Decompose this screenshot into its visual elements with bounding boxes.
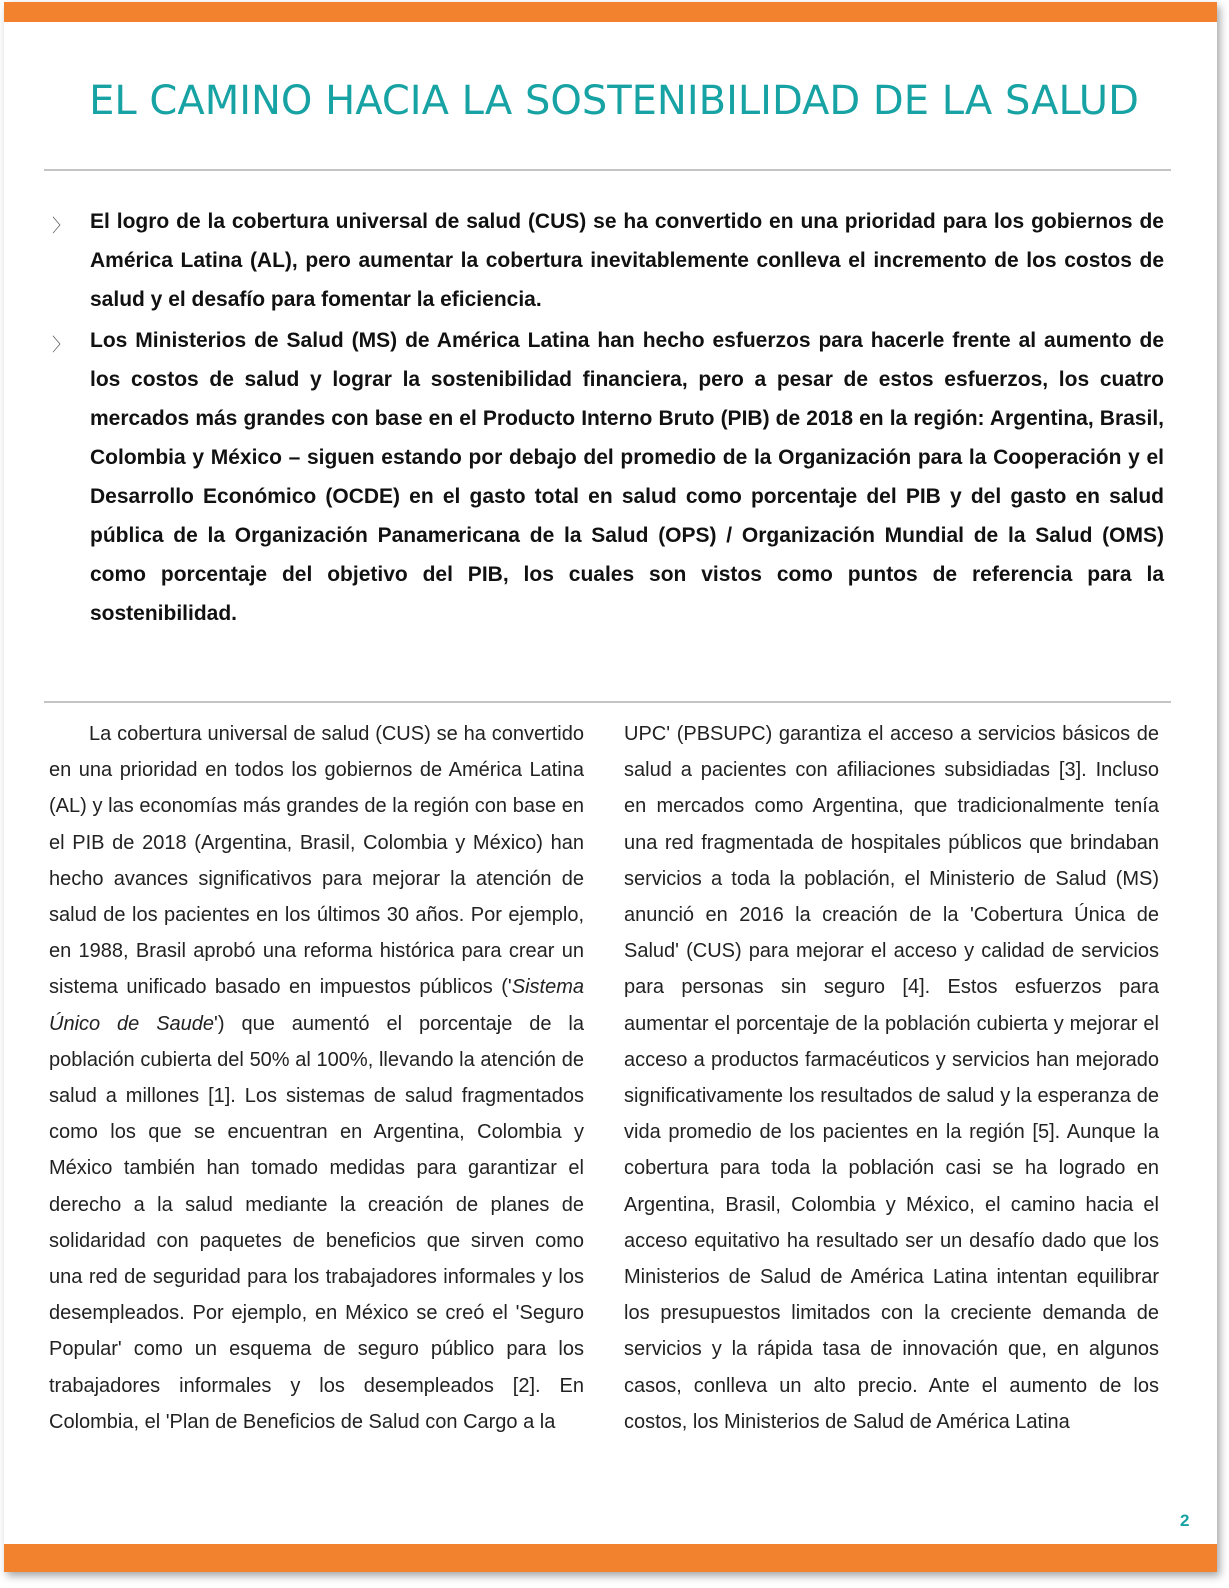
key-point (44, 321, 1164, 633)
key-point-text: El logro de la cobertura universal de salud (CUS) se ha convertido en una prioridad para los gobiernos de América Latina (AL), pero aumentar la cobertura inevitablemente conlleva el incremento de los costos de salud y el desafío para fomentar la eficiencia. (90, 210, 1164, 311)
page-title: EL CAMINO HACIA LA SOSTENIBILIDAD DE LA SALUD (89, 78, 1139, 124)
chevron-right-icon: 〉 (52, 216, 70, 236)
key-point (44, 202, 1164, 319)
top-accent-bar (4, 2, 1217, 22)
body-text: La cobertura universal de salud (CUS) se ha convertido en una prioridad en todos los gobiernos de América Latina (AL) y las economías más grandes de la región con base en el PIB de 2018 (Argentina, Brasil, Colombia y México) han hecho avances significativos para mejorar la atención de salud de los pacientes en los últimos 30 años. Por ejemplo, en 1988, Brasil aprobó una reforma histórica para crear un sistema unificado basado en impuestos públicos (' (49, 723, 584, 999)
key-point-text: Los Ministerios de Salud (MS) de América Latina han hecho esfuerzos para hacerle frente al aumento de los costos de salud y lograr la sostenibilidad financiera, pero a pesar de estos esfuerzos, los cuatro mercados más grandes con base en el Producto Interno Bruto (PIB) de 2018 en la región: Argentina, Brasil, Colombia y México – siguen estando por debajo del promedio de la Organización para la Cooperación y el Desarrollo Económico (OCDE) en el gasto total en salud como porcentaje del PIB y del gasto en salud pública de la Organización Panamericana de la Salud (OPS) / Organización Mundial de la Salud (OMS) como porcentaje del objetivo del PIB, los cuales son vistos como puntos de referencia para la sostenibilidad. (90, 329, 1164, 625)
body-text: ') que aumentó el porcentaje de la población cubierta del 50% al 100%, llevando la atención de salud a millones [1]. Los sistemas de salud fragmentados como los que se encuentran en Argentina, Colombia y México también han tomado medidas para garantizar el derecho a la salud mediante la creación de planes de solidaridad con paquetes de beneficios que sirven como una red de seguridad para los trabajadores informales y los desempleados. Por ejemplo, en México se creó el 'Seguro Popular' como un esquema de seguro público para los trabajadores informales y los desempleados [2]. En Colombia, el 'Plan de Beneficios de Salud con Cargo a la (49, 1012, 584, 1433)
body-paragraph (49, 716, 584, 1440)
body-column-right (624, 716, 1159, 1440)
document-page (4, 2, 1217, 1572)
body-text-italic: Sistema Único de Saude (49, 976, 584, 1035)
section-divider (44, 701, 1171, 703)
title-divider (44, 169, 1171, 171)
page-number: 2 (1180, 1511, 1190, 1530)
chevron-right-icon: 〉 (52, 335, 70, 355)
bottom-accent-bar (4, 1544, 1217, 1572)
body-paragraph: UPC' (PBSUPC) garantiza el acceso a servicios básicos de salud a pacientes con afiliaciones subsidiadas [3]. Incluso en mercados como Argentina, que tradicionalmente tenía una red fragmentada de hospitales públicos que brindaban servicios a toda la población, el Ministerio de Salud (MS) anunció en 2016 la creación de la 'Cobertura Única de Salud' (CUS) para mejorar el acceso y calidad de servicios para personas sin seguro [4]. Estos esfuerzos para aumentar el porcentaje de la población cubierta y mejorar el acceso a productos farmacéuticos y servicios han mejorado significativamente los resultados de salud y la esperanza de vida promedio de los pacientes en la región [5]. Aunque la cobertura para toda la población casi se ha logrado en Argentina, Brasil, Colombia y México, el camino hacia el acceso equitativo ha resultado ser un desafío dado que los Ministerios de Salud de América Latina intentan equilibrar los presupuestos limitados con la creciente demanda de servicios y la rápida tasa de innovación que, en algunos casos, conlleva un alto precio. Ante el aumento de los costos, los Ministerios de Salud de América Latina (624, 723, 1159, 1433)
key-points-list (44, 202, 1164, 635)
body-column-left (49, 716, 584, 1440)
